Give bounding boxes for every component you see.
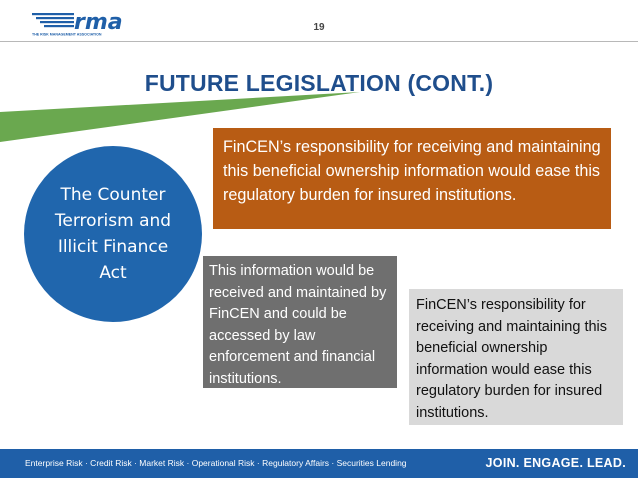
page-number: 19 <box>313 22 325 33</box>
footer-bar <box>0 449 638 478</box>
logo-wordmark: rma <box>74 10 123 35</box>
gray-callout-box: This information would be received and maintained by FinCEN and could be accessed by law enforcement and financial institutions. <box>203 256 397 388</box>
light-callout-box: FinCEN’s responsibility for receiving and maintaining this beneficial ownership information would ease this regulatory burden for insured institutions. <box>409 289 623 425</box>
header-divider <box>0 41 638 42</box>
footer-slogan: JOIN. ENGAGE. LEAD. <box>485 456 626 470</box>
act-circle <box>24 146 202 322</box>
orange-callout-box: FinCEN’s responsibility for receiving and maintaining this beneficial ownership information would ease this regulatory burden for insured institutions. <box>213 128 611 229</box>
act-circle-label: The Counter Terrorism and Illicit Finance Act <box>54 185 172 283</box>
logo-tagline: THE RISK MANAGEMENT ASSOCIATION <box>32 32 102 37</box>
footer-services: Enterprise Risk · Credit Risk · Market Risk · Operational Risk · Regulatory Affairs · Securities Lending <box>25 458 407 468</box>
slide-title: FUTURE LEGISLATION (CONT.) <box>144 70 494 96</box>
